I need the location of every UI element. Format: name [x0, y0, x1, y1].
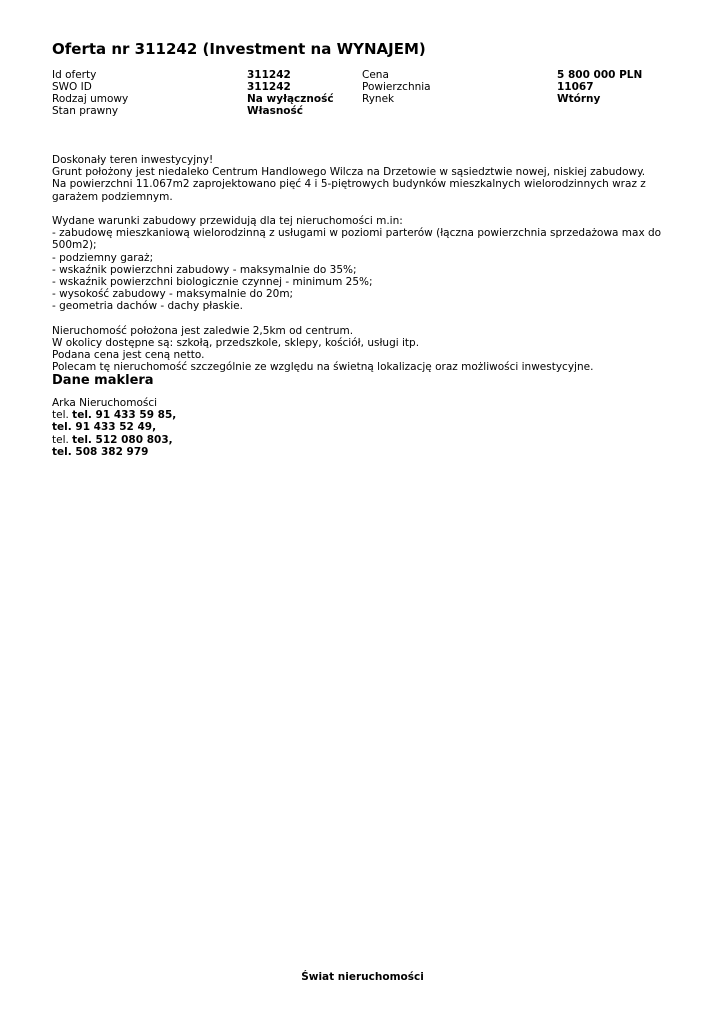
description-paragraph: [52, 215, 677, 313]
description-line: Grunt położony jest niedaleko Centrum Handlowego Wilcza na Drzetowie w sąsiedztwie nowej, niskiej zabudowy.: [52, 166, 646, 179]
broker-phone: tel. 91 433 59 85,: [72, 409, 177, 422]
detail-value: Wtórny: [557, 93, 601, 105]
detail-label: Id oferty: [52, 69, 97, 81]
broker-phone-line: [52, 446, 176, 458]
broker-phone-line: [52, 434, 176, 446]
detail-value: 311242: [247, 69, 291, 81]
broker-name: Arka Nieruchomości: [52, 397, 158, 409]
detail-label: Rodzaj umowy: [52, 93, 129, 105]
broker-heading: Dane maklera: [52, 373, 154, 388]
detail-label: Powierzchnia: [362, 81, 431, 93]
broker-phone: tel. 508 382 979: [52, 445, 149, 458]
description-line: - wysokość zabudowy - maksymalnie do 20m;: [52, 288, 294, 301]
broker-phone-line: [52, 409, 176, 421]
offer-title: Oferta nr 311242 (Investment na WYNAJEM): [52, 40, 426, 58]
description-line: Podana cena jest ceną netto.: [52, 349, 205, 362]
broker-phone: tel. 91 433 52 49,: [52, 421, 157, 434]
detail-row: [52, 81, 692, 93]
description-line: - zabudowę mieszkaniową wielorodzinną z usługami w poziomi parterów (łączna powierzchnia sprzedażowa max do 500m2);: [52, 227, 662, 252]
description-line: W okolicy dostępne są: szkołą, przedszkole, sklepy, kościół, usługi itp.: [52, 337, 420, 350]
description-line: Polecam tę nieruchomość szczególnie ze względu na świetną lokalizację oraz możliwości inwestycyjne.: [52, 361, 594, 374]
detail-value: 5 800 000 PLN: [557, 69, 643, 81]
description-line: - podziemny garaż;: [52, 251, 154, 264]
description-paragraph: [52, 325, 677, 374]
offer-description: [52, 154, 677, 386]
detail-row: [52, 69, 692, 81]
detail-label: Stan prawny: [52, 105, 119, 117]
offer-details: [52, 69, 692, 117]
description-line: - wskaźnik powierzchni zabudowy - maksymalnie do 35%;: [52, 263, 357, 276]
detail-row: [52, 105, 692, 117]
tel-prefix: tel.: [52, 433, 73, 446]
broker-info: [52, 397, 176, 458]
page-footer: Świat nieruchomości: [301, 971, 424, 983]
detail-label: Rynek: [362, 93, 395, 105]
description-line: - geometria dachów - dachy płaskie.: [52, 300, 243, 313]
description-line: Wydane warunki zabudowy przewidują dla tej nieruchomości m.in:: [52, 215, 403, 227]
detail-value: Na wyłączność: [247, 93, 334, 105]
detail-value: 311242: [247, 81, 291, 93]
detail-label: SWO ID: [52, 81, 92, 93]
broker-phone-line: [52, 421, 176, 433]
description-line: Nieruchomość położona jest zaledwie 2,5km od centrum.: [52, 324, 354, 337]
detail-row: [52, 93, 692, 105]
tel-prefix: tel.: [52, 409, 73, 422]
broker-phone: tel. 512 080 803,: [72, 433, 173, 446]
description-line: Doskonały teren inwestycyjny!: [52, 154, 214, 166]
detail-value: Własność: [247, 105, 303, 117]
description-line: - wskaźnik powierzchni biologicznie czynnej - minimum 25%;: [52, 276, 373, 289]
description-line: Na powierzchni 11.067m2 zaprojektowano pięć 4 i 5-piętrowych budynków mieszkalnych wielorodzinnych wraz z garażem podziemnym.: [52, 178, 646, 203]
detail-value: 11067: [557, 81, 594, 93]
detail-label: Cena: [362, 69, 389, 81]
description-paragraph: [52, 154, 677, 203]
